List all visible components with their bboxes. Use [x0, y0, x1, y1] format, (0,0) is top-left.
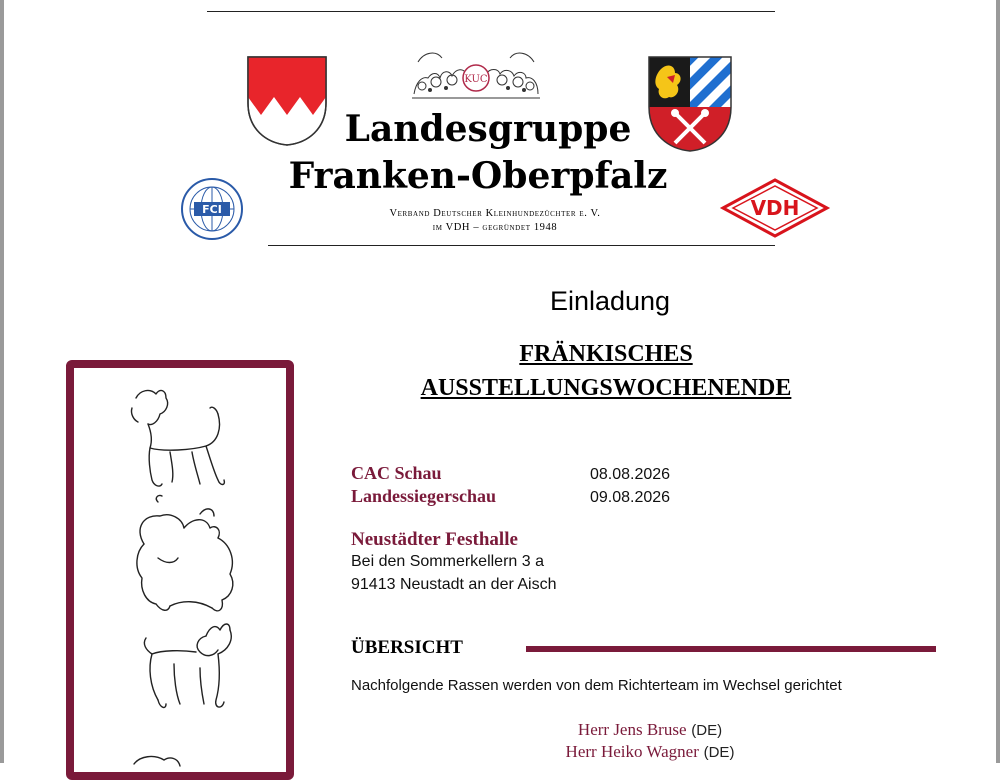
window-border-left [0, 0, 4, 763]
venue-street: Bei den Sommerkellern 3 a [351, 553, 544, 570]
schedule-date-landessieger: 09.08.2026 [590, 489, 671, 506]
title-franken-oberpfalz: Franken-Oberpfalz [288, 155, 668, 197]
vdh-logo [719, 177, 831, 239]
judge-country: (DE) [703, 744, 735, 761]
judge-name: Herr Jens Bruse [577, 720, 687, 739]
dog-illustration-panel [66, 360, 294, 780]
overview-heading: ÜBERSICHT [351, 637, 463, 658]
dog-group-emblem [408, 42, 544, 102]
window-border-right [996, 0, 1000, 763]
dog-line-drawings [74, 368, 286, 772]
venue-city: 91413 Neustadt an der Aisch [351, 576, 557, 593]
judge-country: (DE) [691, 722, 723, 739]
overview-accent-bar [526, 646, 936, 652]
venue-name: Neustädter Festhalle [351, 529, 518, 550]
event-title-line2: AUSSTELLUNGSWOCHENENDE [420, 375, 792, 401]
fci-logo-text: FCI [202, 203, 222, 216]
header-rule-bottom [268, 245, 775, 246]
judge-entry [450, 742, 850, 762]
event-title-line1: FRÄNKISCHES [519, 341, 693, 367]
header-rule-top [207, 11, 775, 12]
schedule-label-landessieger: Landessiegerschau [351, 486, 497, 506]
vdh-logo-text: VDH [750, 196, 800, 220]
schedule-label-cac: CAC Schau [351, 463, 442, 483]
schedule-date-cac: 08.08.2026 [590, 466, 671, 483]
overview-intro: Nachfolgende Rassen werden von dem Richterteam im Wechsel gerichtet [351, 677, 842, 694]
judge-name: Herr Heiko Wagner [565, 742, 699, 761]
verband-line: Verband Deutscher Kleinhundezüchter e. V. [389, 208, 601, 219]
fci-logo [180, 178, 244, 240]
invitation-heading: Einladung [549, 286, 671, 316]
vdh-founded-line: im VDH – gegründet 1948 [432, 222, 558, 233]
kuc-badge-text: KUC [464, 74, 488, 85]
judge-entry [450, 720, 850, 740]
title-landesgruppe: Landesgruppe [344, 108, 632, 150]
